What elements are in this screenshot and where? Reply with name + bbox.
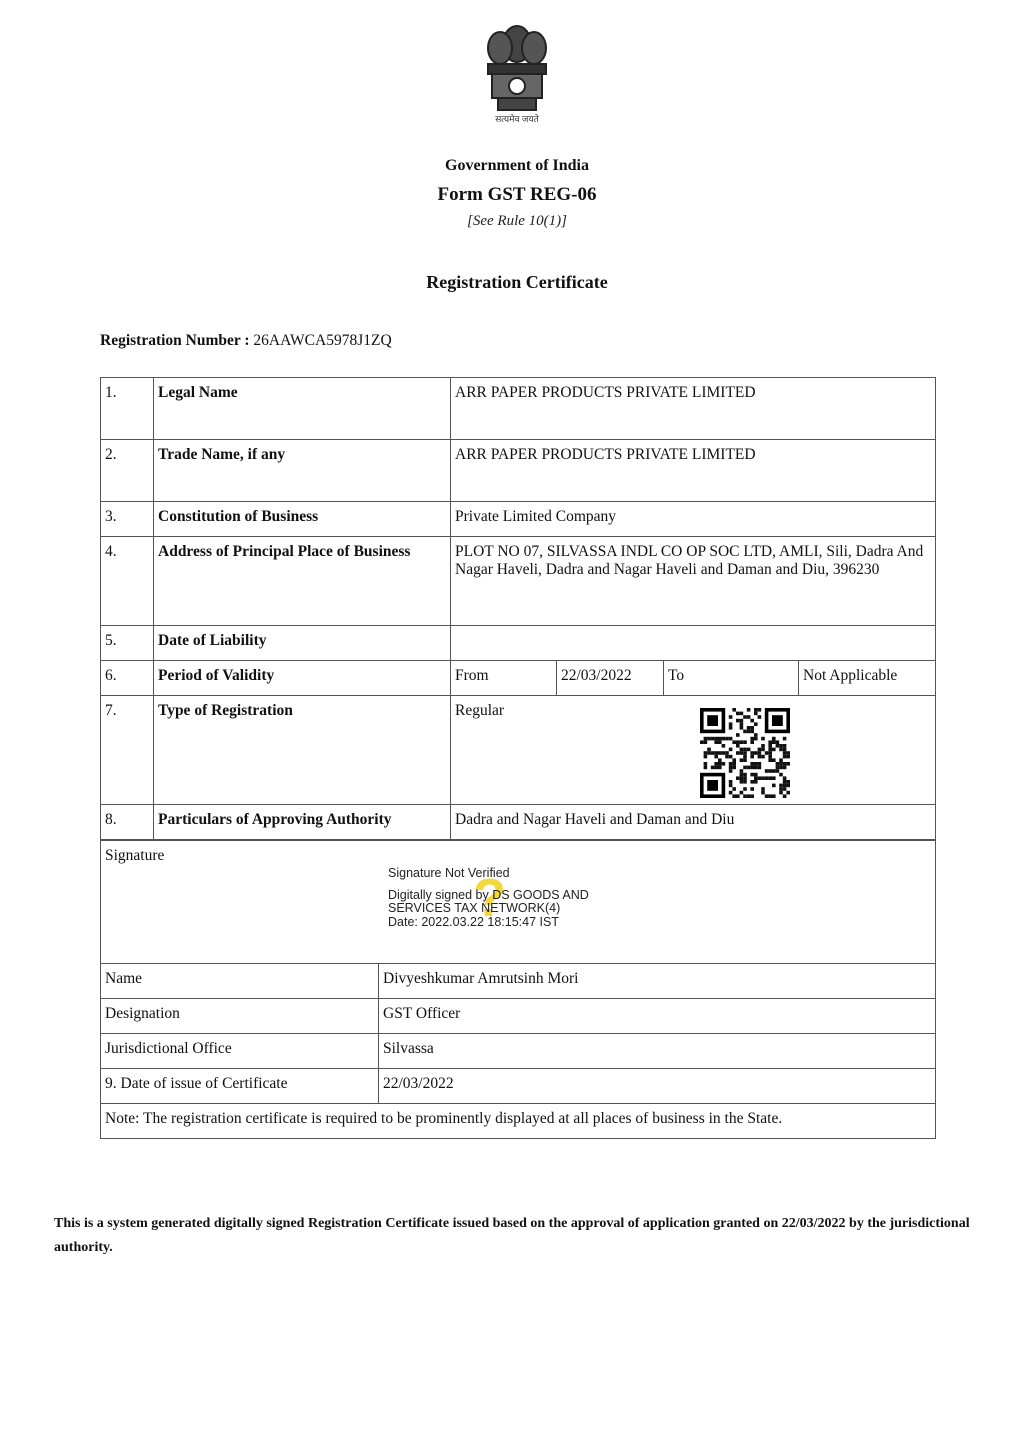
details-table bbox=[100, 377, 936, 840]
signature-row bbox=[101, 841, 936, 964]
system-generated-footer: This is a system generated digitally signed Registration Certificate issued based on the approval of application granted on 22/03/2022 by the jurisdictional authority. bbox=[54, 1216, 970, 1255]
validity-to-label: To bbox=[664, 661, 799, 696]
table-row bbox=[101, 1069, 936, 1104]
signature-date: Date: 2022.03.22 18:15:47 IST bbox=[388, 914, 559, 929]
table-row bbox=[101, 999, 936, 1034]
row-number: 8. bbox=[101, 804, 154, 839]
row-value: Private Limited Company bbox=[451, 502, 936, 537]
row-value: Dadra and Nagar Haveli and Daman and Diu bbox=[451, 804, 936, 839]
qr-code-icon bbox=[700, 708, 790, 798]
signed-by-line2: SERVICES TAX NETWORK(4) bbox=[388, 901, 561, 915]
table-row bbox=[101, 964, 936, 999]
officer-label: Jurisdictional Office bbox=[101, 1034, 379, 1069]
row-number: 1. bbox=[101, 378, 154, 440]
row-value: Regular bbox=[455, 702, 505, 719]
table-row bbox=[101, 696, 936, 805]
table-row bbox=[101, 502, 936, 537]
row-value bbox=[451, 626, 936, 661]
signature-status: Signature Not Verified bbox=[388, 866, 510, 880]
form-name: Form GST REG-06 bbox=[437, 184, 597, 205]
officer-label: Name bbox=[101, 964, 379, 999]
registration-number-label: Registration Number : bbox=[100, 332, 250, 349]
row-label: Date of Liability bbox=[154, 626, 451, 661]
display-note: Note: The registration certificate is required to be prominently displayed at all places of business in the State. bbox=[101, 1104, 936, 1139]
table-row bbox=[101, 1104, 936, 1139]
signed-by-line1: Digitally signed by DS GOODS AND bbox=[388, 887, 589, 902]
table-row bbox=[101, 626, 936, 661]
officer-value: 22/03/2022 bbox=[379, 1069, 936, 1104]
emblem-motto: सत्यमेव जयते bbox=[495, 114, 539, 124]
table-row bbox=[101, 661, 936, 696]
validity-from-date: 22/03/2022 bbox=[557, 661, 664, 696]
signature-cell bbox=[101, 841, 936, 964]
row-number: 4. bbox=[101, 537, 154, 626]
row-number: 6. bbox=[101, 661, 154, 696]
row-value: PLOT NO 07, SILVASSA INDL CO OP SOC LTD, AMLI, Sili, Dadra And Nagar Haveli, Dadra and Nagar Haveli and Daman and Diu, 396230 bbox=[451, 537, 936, 626]
row-number: 5. bbox=[101, 626, 154, 661]
row-value: ARR PAPER PRODUCTS PRIVATE LIMITED bbox=[451, 440, 936, 502]
row-number: 7. bbox=[101, 696, 154, 805]
officer-value: GST Officer bbox=[379, 999, 936, 1034]
validity-to-value: Not Applicable bbox=[799, 661, 936, 696]
row-number: 2. bbox=[101, 440, 154, 502]
rule-reference: [See Rule 10(1)] bbox=[467, 213, 567, 229]
validity-from-label: From bbox=[451, 661, 557, 696]
national-emblem-logo bbox=[478, 14, 556, 128]
registration-number-value: 26AAWCA5978J1ZQ bbox=[253, 332, 392, 349]
row-number: 3. bbox=[101, 502, 154, 537]
row-label: Trade Name, if any bbox=[154, 440, 451, 502]
table-row bbox=[101, 378, 936, 440]
officer-label: Designation bbox=[101, 999, 379, 1034]
officer-value: Divyeshkumar Amrutsinh Mori bbox=[379, 964, 936, 999]
row-label: Constitution of Business bbox=[154, 502, 451, 537]
table-row bbox=[101, 537, 936, 626]
registration-number-line bbox=[100, 332, 392, 350]
table-row bbox=[101, 804, 936, 839]
digital-signature-block bbox=[388, 867, 589, 929]
signature-question-icon: ? bbox=[473, 868, 506, 928]
signature-label: Signature bbox=[105, 847, 165, 864]
signature-table bbox=[100, 840, 936, 1139]
table-row bbox=[101, 440, 936, 502]
row-label: Address of Principal Place of Business bbox=[154, 537, 451, 626]
row-label: Legal Name bbox=[154, 378, 451, 440]
row-label: Type of Registration bbox=[154, 696, 451, 805]
row-label: Particulars of Approving Authority bbox=[154, 804, 451, 839]
registration-type-cell bbox=[451, 696, 936, 805]
certificate-title: Registration Certificate bbox=[426, 272, 608, 292]
row-value: ARR PAPER PRODUCTS PRIVATE LIMITED bbox=[451, 378, 936, 440]
government-title: Government of India bbox=[445, 157, 589, 174]
officer-value: Silvassa bbox=[379, 1034, 936, 1069]
table-row bbox=[101, 1034, 936, 1069]
officer-label: 9. Date of issue of Certificate bbox=[101, 1069, 379, 1104]
row-label: Period of Validity bbox=[154, 661, 451, 696]
